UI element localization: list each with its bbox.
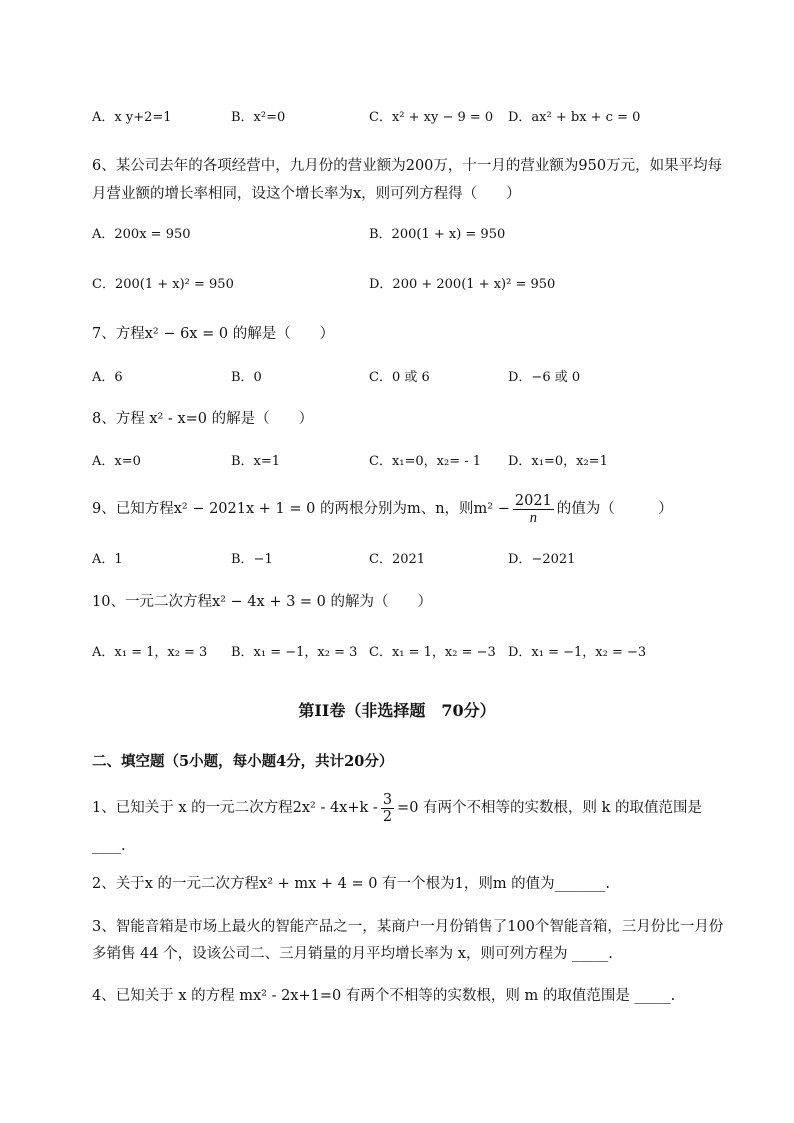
- q6-option-a: A．200x = 950: [92, 227, 191, 242]
- q8-option-b: B．x=1: [231, 454, 281, 469]
- q7-option-b: B．0: [231, 370, 262, 385]
- q9-fraction-denominator: n: [529, 509, 537, 526]
- q6-option-c: C．200(1 + x)² = 950: [92, 277, 234, 292]
- q9-stem-after: 的值为（ ）: [556, 501, 673, 517]
- q10-stem: 10、一元二次方程x² − 4x + 3 = 0 的解为（ ）: [92, 594, 433, 610]
- q5-option-b: B．x²=0: [231, 110, 286, 125]
- q6-stem-line1: 6、某公司去年的各项经营中，九月份的营业额为200万，十一月的营业额为950万元，如果平均每: [92, 158, 723, 174]
- q9-option-b: B．−1: [231, 552, 273, 567]
- q6-stem-line2: 月营业额的增长率相同，设这个增长率为x，则可列方程得（ ）: [92, 186, 521, 202]
- fill3-stem-line2: 多销售 44 个，设该公司二、三月销量的月平均增长率为 x，则可列方程为 _____.: [92, 946, 613, 962]
- part2-title: 第II卷（非选择题 70分）: [298, 701, 496, 720]
- fill4-stem: 4、已知关于 x 的方程 mx² - 2x+1=0 有两个不相等的实数根，则 m 的取值范围是 _____.: [92, 988, 676, 1004]
- q9-stem: [92, 492, 673, 526]
- q7-option-a: A．6: [92, 370, 123, 385]
- fill1-fraction-denominator: 2: [382, 808, 393, 825]
- q7-option-c: C．0 或 6: [369, 370, 430, 385]
- q10-option-d: D．x₁ = −1，x₂ = −3: [508, 645, 647, 660]
- q9-fraction: [513, 493, 554, 526]
- q7-option-d: D．−6 或 0: [508, 370, 581, 385]
- q5-option-a: A．x y+2=1: [92, 110, 172, 125]
- fill-blank-section-title: 二、填空题（5小题，每小题4分，共计20分）: [92, 753, 394, 770]
- fill1-stem: [92, 791, 702, 825]
- q5-option-d: D．ax² + bx + c = 0: [508, 110, 641, 125]
- q9-fraction-numerator: 2021: [514, 492, 552, 509]
- q10-option-c: C．x₁ = 1，x₂ = −3: [369, 645, 496, 660]
- fill3-stem-line1: 3、智能音箱是市场上最火的智能产品之一，某商户一月份销售了100个智能音箱，三月份比一月份: [92, 919, 724, 935]
- q8-option-c: C．x₁=0，x₂= - 1: [369, 454, 482, 469]
- q9-option-d: D．−2021: [508, 552, 576, 567]
- fill1-fraction: [381, 792, 394, 825]
- fill1-stem-before: 1、已知关于 x 的一元二次方程2x² - 4x+k -: [92, 800, 378, 816]
- q8-stem: 8、方程 x² - x=0 的解是（ ）: [92, 411, 314, 427]
- q8-option-d: D．x₁=0，x₂=1: [508, 454, 608, 469]
- q9-option-c: C．2021: [369, 552, 426, 567]
- fill1-stem-after: =0 有两个不相等的实数根，则 k 的取值范围是: [397, 800, 703, 816]
- fill2-stem: 2、关于x 的一元二次方程x² + mx + 4 = 0 有一个根为1，则m 的值为_______.: [92, 876, 611, 892]
- q9-stem-before: 9、已知方程x² − 2021x + 1 = 0 的两根分别为m、n，则m² −: [92, 501, 510, 517]
- q10-option-b: B．x₁ = −1，x₂ = 3: [231, 645, 358, 660]
- q5-option-c: C．x² + xy − 9 = 0: [369, 110, 494, 125]
- fill1-blank-line: ____.: [92, 838, 126, 854]
- q6-option-d: D．200 + 200(1 + x)² = 950: [369, 277, 556, 292]
- fill1-fraction-numerator: 3: [382, 791, 393, 808]
- q10-option-a: A．x₁ = 1，x₂ = 3: [92, 645, 208, 660]
- q7-stem: 7、方程x² − 6x = 0 的解是（ ）: [92, 326, 335, 342]
- q6-option-b: B．200(1 + x) = 950: [369, 227, 506, 242]
- q9-option-a: A．1: [92, 552, 123, 567]
- q8-option-a: A．x=0: [92, 454, 141, 469]
